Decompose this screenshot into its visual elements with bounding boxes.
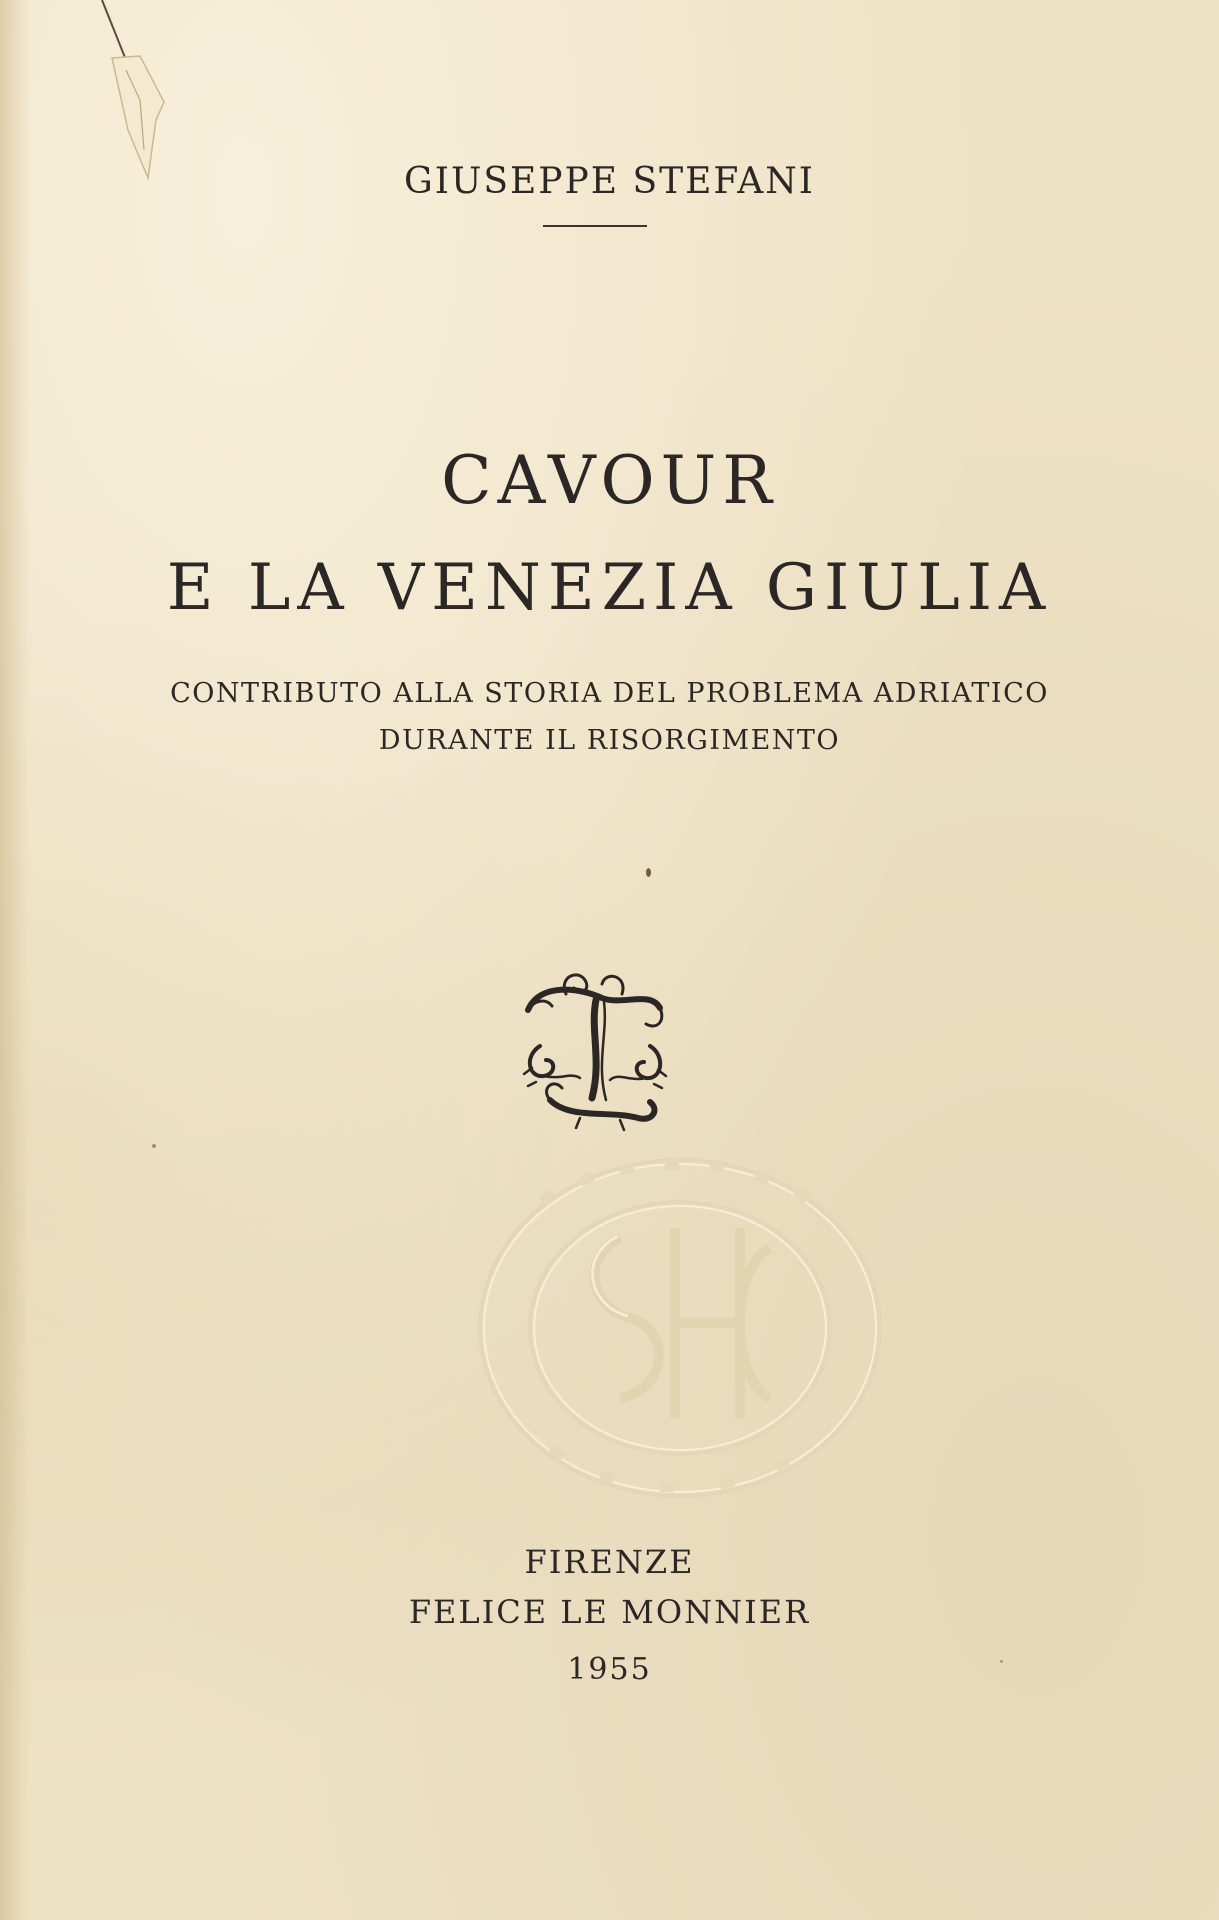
author-name: GIUSEPPE STEFANI [404,161,815,202]
author-divider [543,225,647,227]
book-title-line-2: E LA VENEZIA GIULIA [166,551,1053,625]
book-title-line-1: CAVOUR [441,442,778,519]
paper-speck [152,1144,156,1148]
embossed-stamp-icon [470,1148,890,1508]
paper-speck [1000,1660,1003,1663]
publisher-name: FELICE LE MONNIER [408,1593,811,1631]
book-subtitle-line-1: CONTRIBUTO ALLA STORIA DEL PROBLEMA ADRIATICO [170,678,1049,709]
publisher-monogram-icon [510,960,680,1135]
page-edge-shadow [0,0,30,1920]
publication-city: FIRENZE [524,1543,695,1581]
paper-speck [646,868,651,877]
book-subtitle-line-2: DURANTE IL RISORGIMENTO [378,725,841,756]
publication-year: 1955 [567,1652,652,1687]
